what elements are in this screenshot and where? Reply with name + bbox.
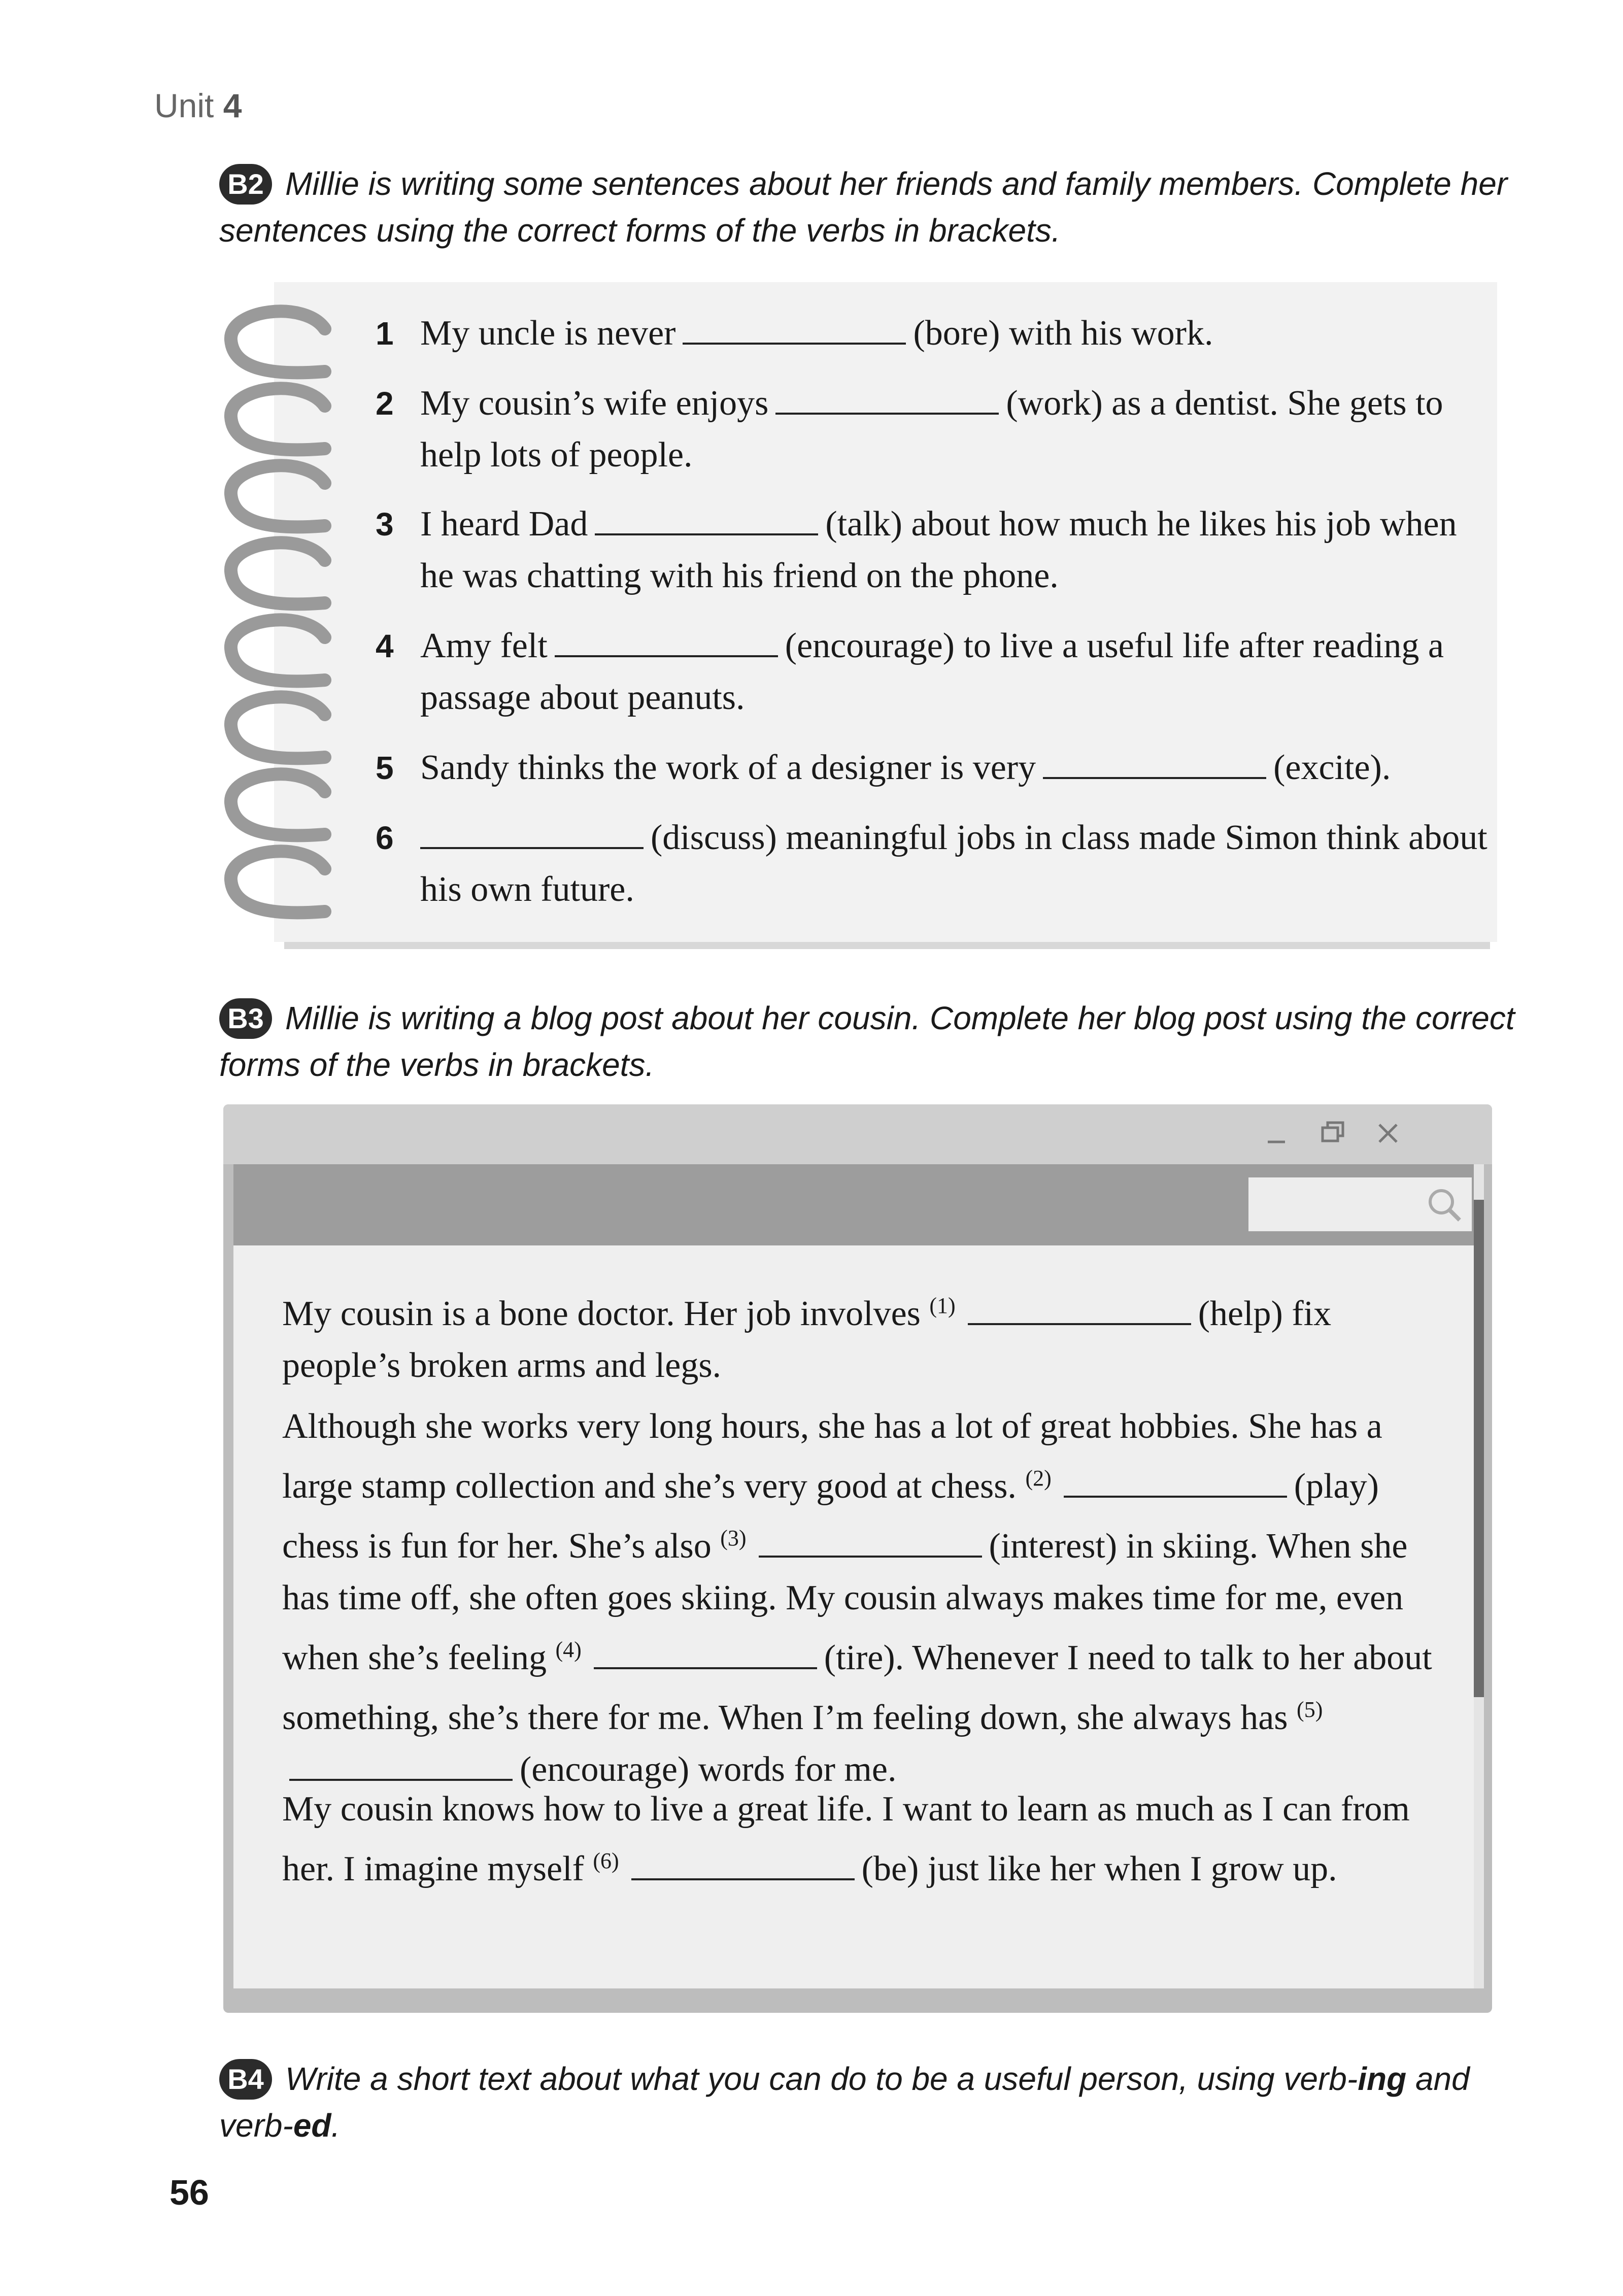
text: and verb- bbox=[219, 2061, 1470, 2144]
item-number: 2 bbox=[376, 385, 394, 422]
blog-paragraph-3 bbox=[282, 1783, 1449, 1895]
item-text-before: Amy felt bbox=[420, 626, 548, 665]
restore-icon[interactable] bbox=[1314, 1116, 1350, 1151]
window-title-bar bbox=[223, 1104, 1492, 1164]
text: (play) chess is fun for her. She’s also bbox=[282, 1467, 1379, 1566]
unit-number: 4 bbox=[223, 87, 242, 124]
unit-label: Unit bbox=[154, 87, 214, 124]
blog-post-content bbox=[233, 1245, 1474, 1988]
text: My cousin is a bone doctor. Her job involves bbox=[282, 1294, 921, 1333]
search-input[interactable] bbox=[1248, 1177, 1472, 1231]
text: (encourage) words for me. bbox=[520, 1750, 897, 1789]
b2-item-2 bbox=[376, 378, 1492, 481]
text: Although she works very long hours, she has a lot of great hobbies. She has a large stamp collection and she’s very good at chess. bbox=[282, 1407, 1382, 1506]
blog-answer-blank-4[interactable] bbox=[594, 1638, 817, 1669]
emphasis-ing: ing bbox=[1358, 2061, 1407, 2097]
item-text-after: (bore) with his work. bbox=[913, 314, 1213, 353]
gap-number: (2) bbox=[1025, 1466, 1052, 1491]
item-text-before: I heard Dad bbox=[420, 504, 588, 544]
window-toolbar bbox=[233, 1164, 1482, 1245]
gap-number: (4) bbox=[555, 1637, 582, 1662]
item-text-after: (excite). bbox=[1273, 748, 1391, 787]
exercise-badge-b3: B3 bbox=[219, 998, 272, 1039]
blog-answer-blank-5[interactable] bbox=[289, 1749, 513, 1781]
gap-number: (3) bbox=[720, 1526, 747, 1550]
item-text-before: My cousin’s wife enjoys bbox=[420, 384, 769, 423]
b2-item-6 bbox=[376, 812, 1492, 916]
b3-instruction-text: Millie is writing a blog post about her cousin. Complete her blog post using the correct forms of the verbs in brackets. bbox=[219, 1000, 1515, 1083]
page-number: 56 bbox=[170, 2173, 209, 2212]
b2-item-5 bbox=[376, 742, 1492, 794]
blog-answer-blank-3[interactable] bbox=[759, 1526, 982, 1558]
b3-instruction bbox=[219, 995, 1518, 1088]
item-text-after: (discuss) meaningful jobs in class made Simon think about his own future. bbox=[420, 818, 1487, 909]
item-number: 6 bbox=[376, 820, 394, 856]
b2-item-4 bbox=[376, 620, 1492, 724]
unit-heading bbox=[154, 86, 242, 125]
scrollbar-thumb[interactable] bbox=[1474, 1200, 1484, 1697]
search-icon[interactable] bbox=[1424, 1185, 1465, 1225]
b4-instruction bbox=[219, 2055, 1518, 2149]
text: (help) fix people’s broken arms and legs. bbox=[282, 1294, 1332, 1385]
exercise-badge-b2: B2 bbox=[219, 164, 272, 205]
b2-item-3 bbox=[376, 498, 1492, 602]
blog-paragraph-2 bbox=[282, 1401, 1449, 1796]
b2-instruction-text: Millie is writing some sentences about her friends and family members. Complete her sentences using the correct forms of the verbs in brackets. bbox=[219, 165, 1508, 249]
answer-blank-5[interactable] bbox=[1043, 748, 1266, 779]
gap-number: (6) bbox=[593, 1848, 619, 1873]
item-text-after: (work) as a dentist. She gets to help lots of people. bbox=[420, 384, 1443, 475]
text: (tire). Whenever I need to talk to her about something, she’s there for me. When I’m feeling down, she always has bbox=[282, 1638, 1432, 1737]
gap-number: (5) bbox=[1297, 1697, 1323, 1722]
close-icon[interactable] bbox=[1370, 1116, 1406, 1151]
item-number: 5 bbox=[376, 750, 394, 786]
text: My cousin knows how to live a great life. I want to learn as much as I can from her. I imagine myself bbox=[282, 1789, 1410, 1888]
blog-answer-blank-2[interactable] bbox=[1064, 1466, 1287, 1498]
item-number: 4 bbox=[376, 628, 394, 664]
item-text-after: (encourage) to live a useful life after reading a passage about peanuts. bbox=[420, 626, 1444, 717]
answer-blank-1[interactable] bbox=[683, 313, 906, 345]
b2-instruction bbox=[219, 160, 1518, 254]
item-text-before: Sandy thinks the work of a designer is very bbox=[420, 748, 1036, 787]
text: . bbox=[331, 2107, 341, 2144]
item-text-before: My uncle is never bbox=[420, 314, 676, 353]
scrollbar[interactable] bbox=[1474, 1164, 1484, 1988]
text: (be) just like her when I grow up. bbox=[861, 1849, 1337, 1888]
blog-paragraph-1 bbox=[282, 1280, 1449, 1392]
blog-window bbox=[223, 1104, 1492, 2013]
exercise-badge-b4: B4 bbox=[219, 2059, 272, 2100]
answer-blank-2[interactable] bbox=[775, 383, 999, 415]
b2-item-1 bbox=[376, 308, 1492, 359]
text: (interest) in skiing. When she has time off, she often goes skiing. My cousin always makes time for me, even when she’s feeling bbox=[282, 1527, 1408, 1677]
item-number: 1 bbox=[376, 315, 394, 352]
item-text-after: (talk) about how much he likes his job when he was chatting with his friend on the phone. bbox=[420, 504, 1457, 595]
emphasis-ed: ed bbox=[293, 2107, 331, 2144]
gap-number: (1) bbox=[929, 1293, 956, 1318]
blog-answer-blank-1[interactable] bbox=[968, 1294, 1191, 1325]
minimize-icon[interactable] bbox=[1259, 1116, 1294, 1151]
text: Write a short text about what you can do to be a useful person, using verb- bbox=[285, 2061, 1358, 2097]
answer-blank-3[interactable] bbox=[595, 504, 818, 535]
item-number: 3 bbox=[376, 506, 394, 543]
blog-answer-blank-6[interactable] bbox=[631, 1849, 855, 1880]
answer-blank-6[interactable] bbox=[420, 818, 644, 849]
answer-blank-4[interactable] bbox=[555, 626, 778, 657]
